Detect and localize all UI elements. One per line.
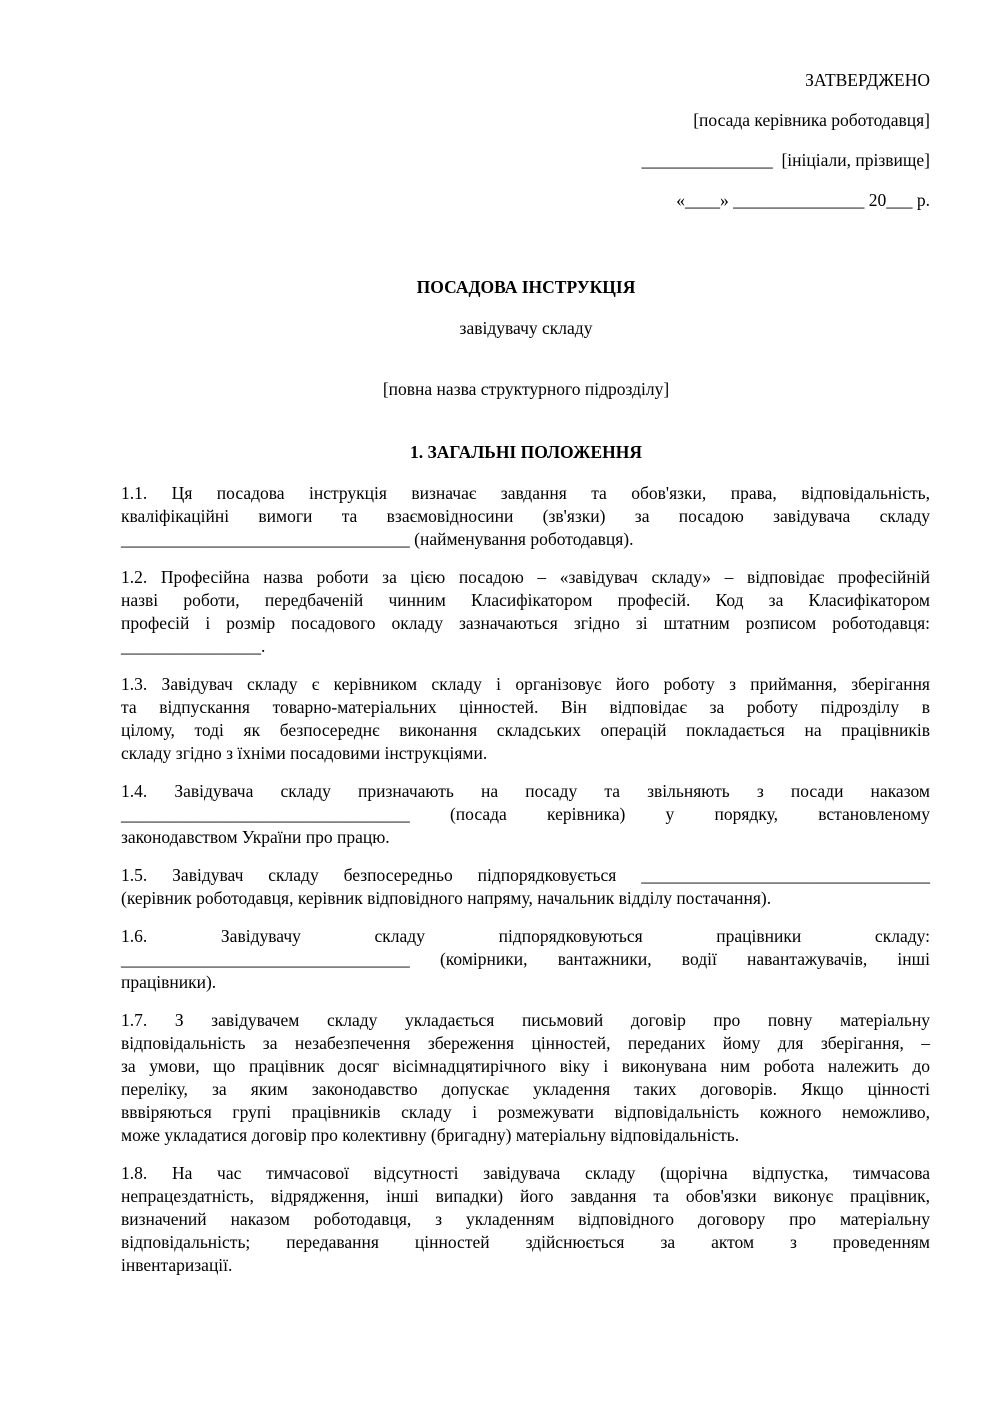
paragraph-line: відповідальність; передавання цінностей здійснюється за актом з проведенням <box>121 1232 930 1252</box>
paragraph-line: визначений наказом роботодавця, з укладенням відповідного договору про матеріальну <box>121 1209 930 1229</box>
paragraph-1-1 <box>121 482 930 551</box>
paragraph-line: 1.4. Завідувача складу призначають на посаду та звільняють з посади наказом <box>121 781 930 801</box>
paragraph-line: професій і розмір посадового окладу зазначаються згідно зі штатним розписом роботодавця: <box>121 613 930 633</box>
approval-block <box>641 68 930 228</box>
paragraph-line: назві роботи, передбаченій чинним Класифікатором професій. Код за Класифікатором <box>121 590 930 610</box>
paragraph-line: та відпускання товарно-матеріальних цінностей. Він відповідає за роботу підрозділу в <box>121 697 930 717</box>
approver-position: [посада керівника роботодавця] <box>693 110 930 130</box>
paragraph-line: переліку, за яким законодавство допускає укладення таких договорів. Якщо цінності <box>121 1079 930 1099</box>
paragraph-line: 1.5. Завідувач складу безпосередньо підпорядковується _________________________________ <box>121 865 930 885</box>
paragraph-line: цілому, тоді як безпосереднє виконання складських операцій покладається на працівників <box>121 720 930 740</box>
document-subtitle: завідувачу складу <box>459 318 593 338</box>
paragraph-1-3 <box>121 673 930 765</box>
paragraph-line: _________________________________ (найменування роботодавця). <box>121 529 634 549</box>
paragraph-line: може укладатися договір про колективну (бригадну) матеріальну відповідальність. <box>121 1125 740 1145</box>
paragraph-line: ________________. <box>121 636 266 656</box>
paragraph-1-5 <box>121 864 930 910</box>
approval-date: «____» _______________ 20___ р. <box>676 190 930 210</box>
paragraph-line: законодавством України про працю. <box>121 827 390 847</box>
paragraph-line: інвентаризації. <box>121 1255 233 1275</box>
approval-stamp: ЗАТВЕРДЖЕНО <box>805 70 930 90</box>
paragraph-line: 1.3. Завідувач складу є керівником складу і організовує його роботу з приймання, зберігання <box>121 674 930 694</box>
paragraph-1-6 <box>121 925 930 994</box>
paragraph-line: 1.7. З завідувачем складу укладається письмовий договір про повну матеріальну <box>121 1010 930 1030</box>
paragraph-line: за умови, що працівник досяг вісімнадцятирічного віку і виконувана ним робота належить до <box>121 1056 930 1076</box>
paragraph-line: працівники). <box>121 972 217 992</box>
structural-unit: [повна назва структурного підрозділу] <box>382 379 670 399</box>
document-title: ПОСАДОВА ІНСТРУКЦІЯ <box>416 277 636 297</box>
paragraph-line: непрацездатність, відрядження, інші випадки) його завдання та обов'язки виконує працівник, <box>121 1186 930 1206</box>
paragraph-line: 1.2. Професійна назва роботи за цією посадою – «завідувач складу» – відповідає професійній <box>121 567 930 587</box>
paragraph-line: (керівник роботодавця, керівник відповідного напряму, начальник відділу постачання). <box>121 888 772 908</box>
paragraph-1-8 <box>121 1162 930 1277</box>
paragraph-line: складу згідно з їхніми посадовими інструкціями. <box>121 743 488 763</box>
paragraph-line: 1.8. На час тимчасової відсутності завідувача складу (щорічна відпустка, тимчасова <box>121 1163 930 1183</box>
paragraph-line: _________________________________ (комірники, вантажники, водії навантажувачів, інші <box>121 949 930 969</box>
paragraph-1-7 <box>121 1009 930 1147</box>
paragraph-line: кваліфікаційні вимоги та взаємовідносини (зв'язки) за посадою завідувача складу <box>121 506 930 526</box>
paragraph-1-4 <box>121 780 930 849</box>
section-body <box>121 482 930 1292</box>
paragraph-line: вввіряються групі працівників складу і розмежувати відповідальність кожного неможливо, <box>121 1102 930 1122</box>
section-heading: 1. ЗАГАЛЬНІ ПОЛОЖЕННЯ <box>409 442 643 462</box>
paragraph-line: 1.1. Ця посадова інструкція визначає завдання та обов'язки, права, відповідальність, <box>121 483 930 503</box>
paragraph-line: 1.6. Завідувачу складу підпорядковуються працівники складу: <box>121 926 930 946</box>
paragraph-line: _________________________________ (посада керівника) у порядку, встановленому <box>121 804 930 824</box>
paragraph-1-2 <box>121 566 930 658</box>
approver-signature: _______________ [ініціали, прізвище] <box>641 150 930 170</box>
paragraph-line: відповідальність за незабезпечення збереження цінностей, переданих йому для зберігання, – <box>121 1033 930 1053</box>
